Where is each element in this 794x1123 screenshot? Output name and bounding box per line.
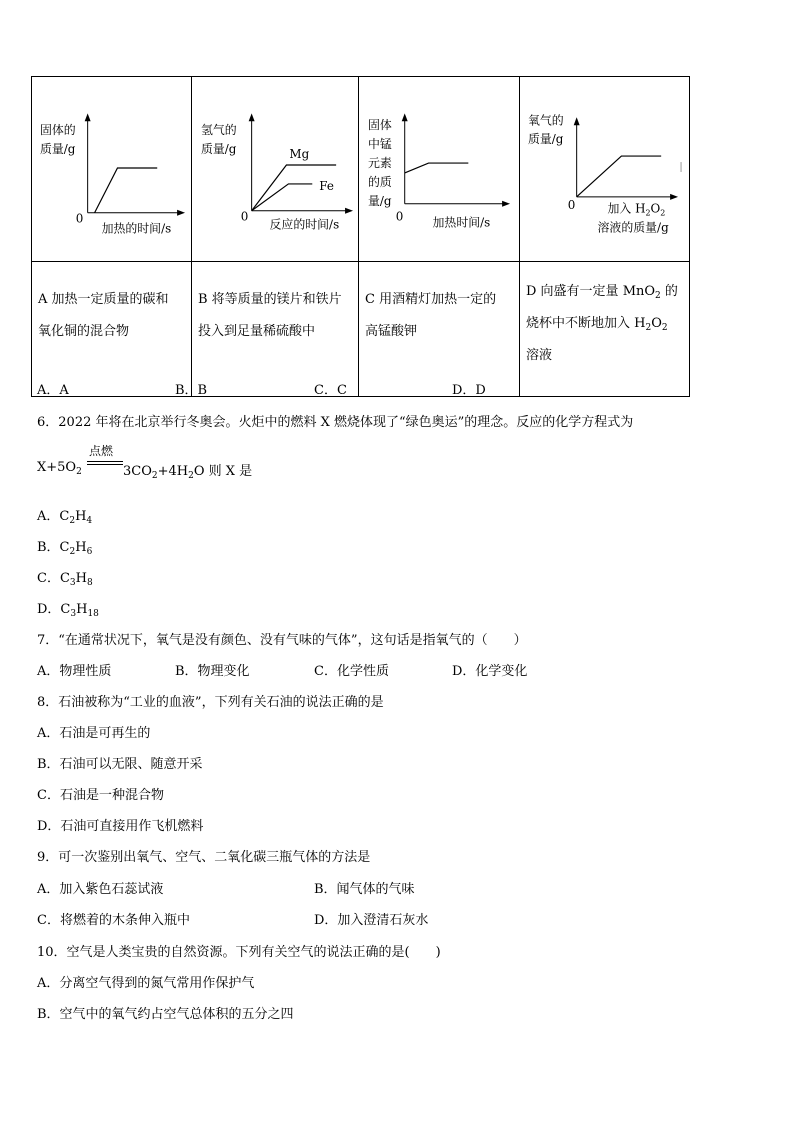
q9-option-c[interactable]: C．将燃着的木条伸入瓶中 [37, 913, 190, 928]
desc-b [192, 262, 359, 397]
graph-d-origin: 0 [567, 197, 576, 212]
graph-d-curve [577, 156, 661, 197]
graph-cell-d [520, 77, 690, 262]
graph-d-x-arrow [670, 194, 678, 200]
q10-option-a[interactable]: A．分离空气得到的氮气常用作保护气 [37, 976, 255, 991]
graph-b-series-mg: Mg [289, 147, 310, 162]
q6-option-a[interactable]: A．$C_2H_4$ [37, 509, 93, 526]
desc-b-line1: B 将等质量的镁片和铁片 [198, 292, 342, 307]
q10-stem: 10．空气是人类宝贵的自然资源。下列有关空气的说法正确的是( ) [37, 945, 441, 960]
q8-option-d[interactable]: D．石油可直接用作飞机燃料 [37, 819, 204, 834]
graph-a-ylabel-2: 质量/g [39, 142, 76, 157]
q6-option-c[interactable]: C．$C_3H_8$ [37, 571, 93, 588]
graph-d-y-arrow [574, 117, 580, 125]
graph-cell-a [32, 77, 192, 262]
graph-a-curve [95, 168, 158, 213]
graph-a-ylabel-1: 固体的 [39, 123, 76, 138]
desc-d-line1: D 向盛有一定量 MnO$_2$ 的 [526, 284, 678, 301]
q5-option-c[interactable]: C．C [314, 383, 347, 398]
desc-a-line1: A 加热一定质量的碳和 [38, 292, 169, 307]
graph-b [192, 77, 358, 261]
q9-option-d[interactable]: D．加入澄清石灰水 [314, 913, 429, 928]
graph-c-curve [405, 163, 469, 173]
q5-option-d[interactable]: D．D [452, 383, 486, 398]
q9-option-a[interactable]: A．加入紫色石蕊试液 [37, 882, 164, 897]
graph-b-curve-fe [252, 184, 313, 211]
graph-d-xlabel-2: 溶液的质量/g [597, 220, 669, 235]
graph-c-origin: 0 [395, 209, 404, 224]
q8-option-b[interactable]: B．石油可以无限、随意开采 [37, 757, 203, 772]
q8-option-c[interactable]: C．石油是一种混合物 [37, 788, 164, 803]
graph-c-x-arrow [502, 201, 510, 207]
graph-b-origin: 0 [240, 209, 249, 224]
graph-c-ylabel-4: 的质 [367, 174, 392, 189]
desc-b-line2: 投入到足量稀硫酸中 [198, 324, 316, 339]
q5-option-a[interactable]: A．A [37, 383, 69, 398]
graph-b-xlabel: 反应的时间/s [269, 217, 340, 232]
desc-d-line3: 溶液 [526, 348, 553, 363]
graph-cell-b [192, 77, 359, 262]
graph-a-origin: 0 [75, 211, 84, 226]
graph-b-y-arrow [249, 113, 255, 121]
q9-option-b[interactable]: B．闻气体的气味 [314, 882, 415, 897]
graph-b-ylabel-2: 质量/g [200, 142, 237, 157]
q7-option-d[interactable]: D．化学变化 [452, 664, 528, 679]
graph-c-y-arrow [402, 113, 408, 121]
q7-option-a[interactable]: A．物理性质 [37, 664, 112, 679]
graph-c [359, 77, 519, 261]
q6-equation-bar-top [87, 461, 123, 462]
graph-c-ylabel-5: 量/g [367, 193, 392, 208]
q6-equation-lhs: $X+5O_2$ [37, 460, 82, 477]
desc-c-line1: C 用酒精灯加热一定的 [365, 292, 497, 307]
q6-option-b[interactable]: B．$C_2H_6$ [37, 540, 93, 557]
q8-option-a[interactable]: A．石油是可再生的 [37, 726, 151, 741]
q7-stem: 7．“在通常状况下，氧气是没有颜色、没有气味的气体”，这句话是指氧气的（ ） [37, 633, 527, 648]
q6-option-d[interactable]: D．$C_3H_{18}$ [37, 602, 99, 619]
graph-d [520, 77, 689, 261]
q9-stem: 9．可一次鉴别出氧气、空气、二氧化碳三瓶气体的方法是 [37, 850, 371, 865]
q7-option-c[interactable]: C．化学性质 [314, 664, 389, 679]
q6-equation-condition: 点燃 [89, 444, 114, 458]
graph-a-x-arrow [177, 210, 185, 216]
graph-a-xlabel: 加热的时间/s [101, 221, 172, 236]
desc-c-line2: 高锰酸钾 [365, 324, 418, 339]
graph-d-ylabel-1: 氧气的 [527, 113, 564, 128]
desc-c [359, 262, 520, 397]
graph-d-ylabel-2: 质量/g [527, 132, 564, 147]
q6-stem: 6．2022 年将在北京举行冬奥会。火炬中的燃料 X 燃烧体现了“绿色奥运”的理念。反应的化学方程式为 [37, 415, 634, 430]
q6-equation-rhs: $3CO_2+4H_2O$ 则 X 是 [123, 464, 253, 481]
desc-d-line2: 烧杯中不断地加入 $H_2O_2$ [526, 316, 668, 333]
graph-c-ylabel-3: 元素 [367, 156, 392, 171]
graph-b-ylabel-1: 氢气的 [200, 123, 237, 138]
q5-option-b[interactable]: B．B [175, 383, 208, 398]
graph-cell-c [359, 77, 520, 262]
desc-a [32, 262, 192, 397]
q8-stem: 8．石油被称为“工业的血液”，下列有关石油的说法正确的是 [37, 695, 384, 710]
graph-d-xlabel-1: 加入 $H_2O_2$ [607, 201, 666, 218]
desc-a-line2: 氧化铜的混合物 [38, 324, 130, 339]
q6-equation-bar-bottom [87, 464, 123, 465]
graph-b-x-arrow [345, 208, 353, 214]
q7-option-b[interactable]: B．物理变化 [175, 664, 250, 679]
graph-c-ylabel-2: 中锰 [367, 137, 392, 152]
graph-b-series-fe: Fe [319, 178, 334, 193]
graph-c-xlabel: 加热时间/s [432, 215, 491, 230]
question-5-table [31, 76, 690, 397]
graph-a [32, 77, 191, 261]
graph-c-ylabel-1: 固体 [367, 118, 392, 133]
graph-a-y-arrow [85, 113, 91, 121]
q10-option-b[interactable]: B．空气中的氧气约占空气总体积的五分之四 [37, 1007, 294, 1022]
desc-d [520, 262, 690, 397]
